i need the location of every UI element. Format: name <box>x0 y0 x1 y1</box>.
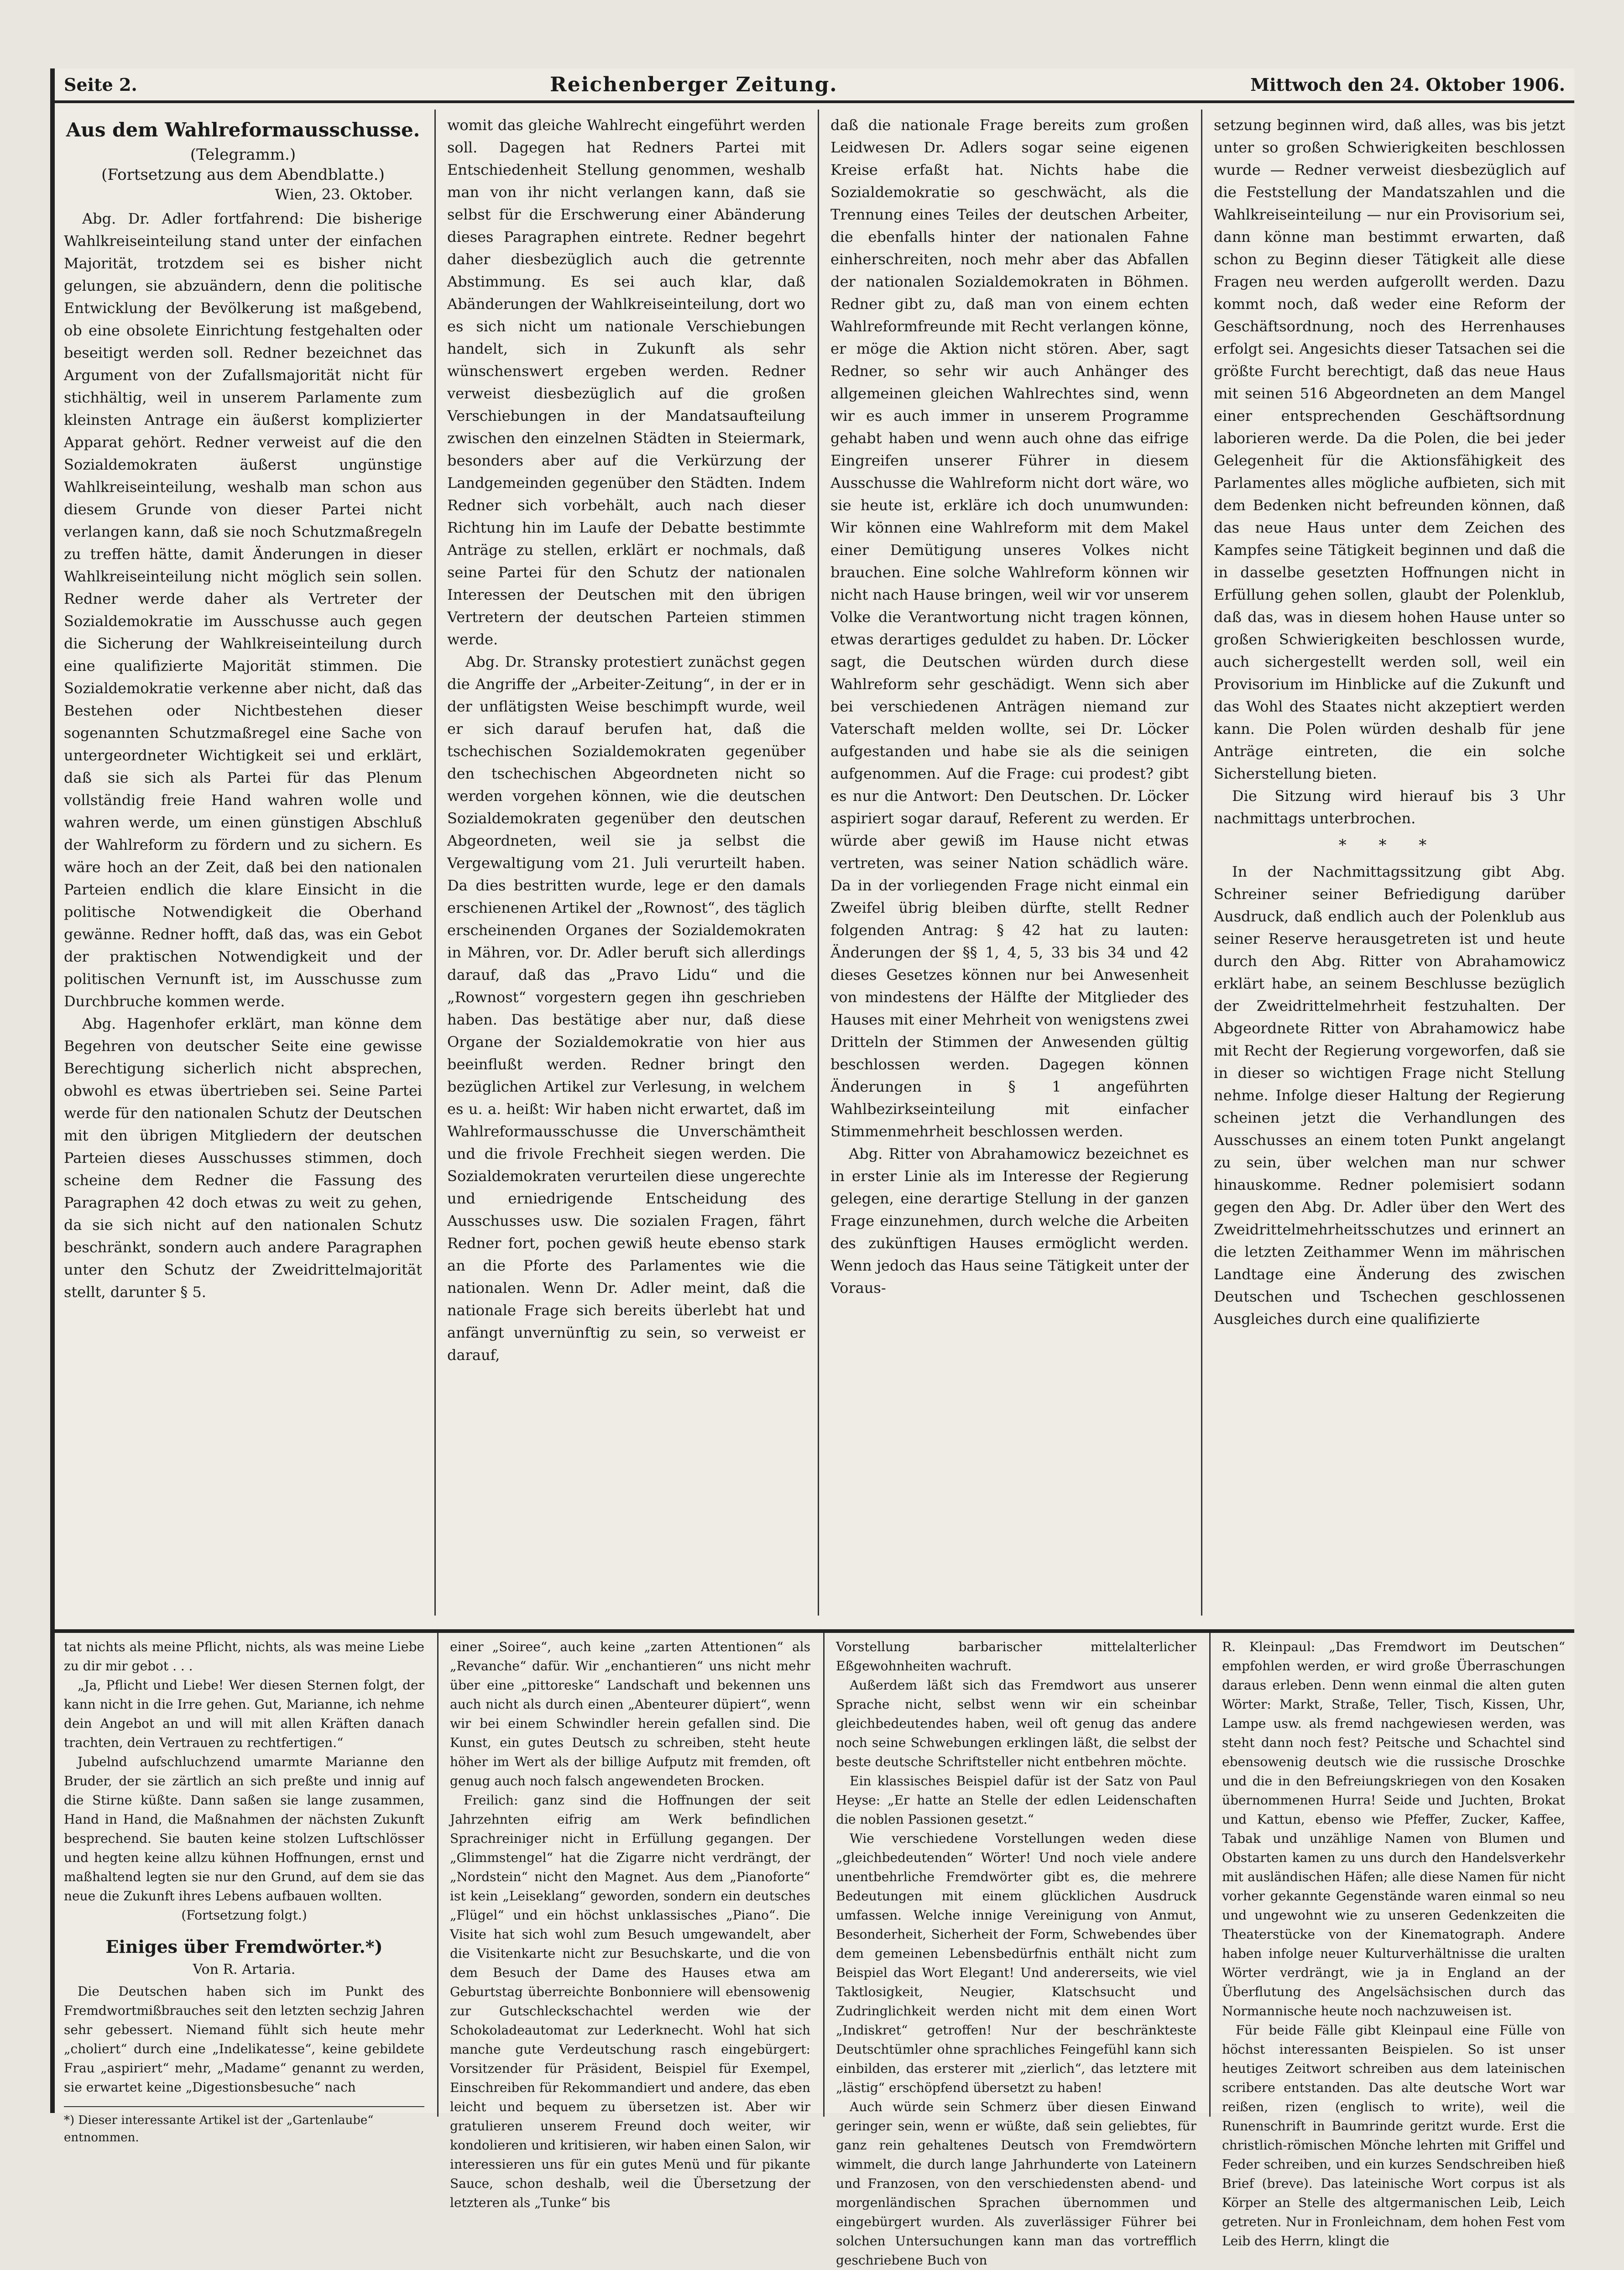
paragraph: Die Sitzung wird hierauf bis 3 Uhr nachmittags unterbrochen. <box>1214 787 1565 827</box>
story-paragraph: „Ja, Pflicht und Liebe! Wer diesen Sternen folgt, der kann nicht in die Irre gehen. Gut, Marianne, ich nehme dein Angebot an und will mit allen Kräften danach trachten, dein Vertrauen zu rechtfertigen.“ <box>64 1678 424 1750</box>
feuilleton-title: Einiges über Fremdwörter.*) <box>105 1936 383 1957</box>
paragraph: setzung beginnen wird, daß alles, was bis jetzt unter so großen Schwierigkeiten beschlossen wurde — Redner verweist diesbezüglich auf die Feststellung der Mandatszahlen und die Wahlkreiseinteilung — nur ein Provisorium sei, dann könne man bestimmt erwarten, daß schon zu Beginn dieser Tätigkeit alle diese Fragen neu werden aufgerollt werden. Dazu kommt noch, daß weder eine Reform der Geschäftsordnung, noch des Herrenhauses erfolgt sei. Angesichts dieser Tatsachen sei die größte Furcht berechtigt, daß das neue Haus mit seinen 516 Abgeordneten an dem Mangel einer entsprechenden Geschäftsordnung laborieren werde. Da die Polen, die bei jeder Gelegenheit für die Aktionsfähigkeit des Parlamentes alles mögliche aufbieten, sich mit dem Bedenken nicht befreunden können, daß das neue Haus unter dem Zeichen des Kampfes seine Tätigkeit beginnen und daß die in dasselbe gesetzten Hoffnungen nicht in Erfüllung gehen sollen, glaubt der Polenklub, daß das, was in diesem hohen Hause unter so großen Schwierigkeiten beschlossen wurde, auch sichergestellt werden soll, weil ein Provisorium im Hinblicke auf die Zukunft und das Wohl des Staates nicht akzeptiert werden kann. Die Polen würden deshalb für jene Anträge eintreten, die ein solche Sicherstellung bieten. <box>1214 116 1565 782</box>
paragraph: womit das gleiche Wahlrecht eingeführt werden soll. Dagegen hat Redners Partei mit Entschiedenheit Stellung genommen, weshalb man von ihr nicht verlangen kann, daß sie selbst für die Erschwerung einer Abänderung dieses Paragraphen eintrete. Redner begehrt daher diesbezüglich auch die getrennte Abstimmung. Es sei auch klar, daß Abänderungen der Wahlkreiseinteilung, dort wo es sich nicht um nationale Verschiebungen handelt, sich in Zukunft als sehr wünschenswert ergeben werden. Redner verweist diesbezüglich auf die großen Verschiebungen in der Mandatsaufteilung zwischen den einzelnen Städten in Steiermark, besonders aber auf die Verkürzung der Landgemeinden gegenüber den Städten. Indem Redner sich vorbehält, auch nach dieser Richtung hin im Laufe der Debatte bestimmte Anträge zu stellen, erklärt er nochmals, daß seine Partei für den Schutz der nationalen Interessen der Deutschen mit den übrigen Vertretern der deutschen Parteien stimmen werde. <box>447 116 805 648</box>
column-rule <box>437 1633 439 2117</box>
story-paragraph: tat nichts als meine Pflicht, nichts, als was meine Liebe zu dir mir gebot . . . <box>64 1639 424 1674</box>
paragraph: Abg. Hagenhofer erklärt, man könne dem Begehren von deutscher Seite eine gewisse Berechtigung sicherlich nicht absprechen, obwohl es etwas übertrieben sei. Seine Partei werde für den nationalen Schutz der Deutschen mit den übrigen Mitgliedern der deutschen Parteien dieses Ausschusses stimmen, doch scheine dem Redner die Fassung des Paragraphen 42 doch etwas zu weit zu gehen, da sie sich nicht auf den nationalen Schutz beschränkt, sondern auch andere Paragraphen unter den Schutz der Zweidrittelmajorität stellt, darunter § 5. <box>64 1015 422 1301</box>
feuilleton-column-3 <box>827 1633 1206 2268</box>
article-subtitle: (Telegramm.) <box>190 146 296 164</box>
column-rule <box>1201 110 1202 1616</box>
paragraph: Ein klassisches Beispiel dafür ist der Satz von Paul Heyse: „Er hatte an Stelle der edlen Leidenschaften die noblen Passionen gesetzt.“ <box>836 1773 1196 1827</box>
newspaper-title: Reichenberger Zeitung. <box>550 73 838 96</box>
column-rule <box>434 110 436 1616</box>
paragraph: Abg. Dr. Adler fortfahrend: Die bisherige Wahlkreiseinteilung stand unter der einfachen Majorität, trotzdem sei es bisher nicht gelungen, sie abzuändern, denn die politische Entwicklung der Bevölkerung ist maßgebend, ob eine obsolete Einrichtung festgehalten oder beseitigt werden soll. Redner bezeichnet das Argument von der Zufallsmajorität nicht für stichhältig, weil in unserem Parlamente zum kleinsten Antrage ein äußerst komplizierter Apparat gehört. Redner verweist auf die den Sozialdemokraten äußerst ungünstige Wahlkreiseinteilung, weshalb man schon aus diesem Grunde von dieser Partei nicht verlangen kann, daß sie noch Schutzmaßregeln zu treffen hätte, damit Änderungen in dieser Wahlkreiseinteilung nicht möglich sein sollen. Redner werde daher als Vertreter der Sozialdemokratie im Ausschusse auch gegen die Sicherung der Wahlkreiseinteilung durch eine qualifizierte Majorität stimmen. Die Sozialdemokratie verkenne aber nicht, daß das Bestehen oder Nichtbestehen dieser sogenannten Schutzmaßregel eine Sache von untergeordneter Wichtigkeit sei und erklärt, daß sie sich als Partei für das Plenum vollständig freie Hand wahren wolle und wahren werde, um einen günstigen Abschluß der Wahlreform zu fördern und zu sichern. Es wäre hoch an der Zeit, daß bei den nationalen Parteien endlich die klare Einsicht in die politische Notwendigkeit die Oberhand gewänne. Redner hofft, daß das, was ein Gebot der praktischen Notwendigkeit und der politischen Vernunft ist, im Ausschusse zum Durchbruche kommen werde. <box>64 210 422 1010</box>
paragraph: Abg. Dr. Stransky protestiert zunächst gegen die Angriffe der „Arbeiter-Zeitung“, in der er in der unflätigsten Weise beschimpft wurde, weil er sich darauf berufen hat, daß die tschechischen Sozialdemokraten gegenüber den tschechischen Abgeordneten nicht so werden vorgehen können, wie die deutschen Sozialdemokraten gegenüber den deutschen Abgeordneten, weil sie ja selbst die Vergewaltigung vom 21. Juli verurteilt haben. Da dies bestritten wurde, lege er den damals erschienenen Artikel der „Rownost“, des täglich erscheinenden Organes der Sozialdemokraten in Mähren, vor. Dr. Adler beruft sich allerdings darauf, daß das „Pravo Lidu“ und die „Rownost“ vorgestern gegen ihn geschrieben haben. Das bestätige aber nur, daß diese Organe der Sozialdemokratie von hier aus beeinflußt werden. Redner bringt den bezüglichen Artikel zur Verlesung, in welchem es u. a. heißt: Wir haben nicht erwartet, daß im Wahlreformausschusse die Unverschämtheit und die frivole Frechheit siegen werden. Die Sozialdemokraten verurteilen diese ungerechte und erniedrigende Entscheidung des Ausschusses usw. Die sozialen Fragen, fährt Redner fort, pochen gewiß heute ebenso stark an die Pforte des Parlamentes wie die nationalen. Wenn Dr. Adler meint, daß die nationale Frage sich bereits überlebt hat und anfängt unvernünftig zu sein, so verweist er darauf, <box>447 653 805 1364</box>
paragraph: Wie verschiedene Vorstellungen weden diese „gleichbedeutenden“ Wörter! Und noch viele andere unentbehrliche Fremdwörter gibt es, die mehrere Bedeutungen mit einem glücklichen Ausdruck umfassen. Welche innige Vereinigung von Anmut, Besonderheit, Sicherheit der Form, Schwebendes über dem gemeinen Lebensbedürfnis enthält nicht zum Beispiel das Wort Elegant! Und andererseits, wie viel Taktlosigkeit, Neugier, Klatschsucht und Zudringlichkeit werden nicht mit dem einen Wort „Indiskret“ getroffen! Nur der beschränkteste Deutschtümler ohne sprachliches Feingefühl kann sich einbilden, das ersterer mit „zierlich“, das letztere mit „lästig“ erschöpfend übersetzt zu haben! <box>836 1831 1196 2095</box>
paragraph: Freilich: ganz sind die Hoffnungen der seit Jahrzehnten eifrig am Werk befindlichen Sprachreiniger nicht in Erfüllung gegangen. Der „Glimmstengel“ hat die Zigarre nicht verdrängt, der „Nordstein“ nicht den Magnet. Aus dem „Pianoforte“ ist kein „Leiseklang“ geworden, sondern ein deutsches „Flügel“ und ein höchst unklassisches „Piano“. Die Visite hat sich wohl zum Besuch umgewandelt, aber die Visitenkarte nicht zur Besuchskarte, und die von dem Besuch der Dame des Hauses etwa am Geburtstag überreichte Bonbonniere will ebensowenig zur Gutschleckschachtel werden wie der Schokoladeautomat zur Lederknecht. Wohl hat sich manche gute Verdeutschung rasch eingebürgert: Vorsitzender für Präsident, Beispiel für Exempel, Einschreiben für Rekommandiert und andere, das eben leicht und bequem zu übersetzen ist. Aber wir gratulieren unserem Freund doch weiter, wir kondolieren und kritisieren, wir haben einen Salon, wir interessieren uns für ein gutes Menü und für pikante Sauce, schon deshalb, weil die Übersetzung der letzteren als „Tunke“ bis <box>450 1793 810 2210</box>
wahlreform-section <box>55 110 1574 1616</box>
paragraph: Die Deutschen haben sich im Punkt des Fremdwortmißbrauches seit den letzten sechzig Jahren sehr gebessert. Niemand fühlt sich heute mehr „choliert“ durch eine „Indelikatesse“, keine gebildete Frau „aspiriert“ mehr, „Madame“ genannt zu werden, sie erwartet keine „Digestionsbesuche“ nach <box>64 1984 425 2095</box>
feuilleton-byline: Von R. Artaria. <box>193 1961 296 1977</box>
article-dateline: Wien, 23. Oktober. <box>275 186 413 203</box>
paragraph: R. Kleinpaul: „Das Fremdwort im Deutschen“ empfohlen werden, er wird große Überraschungen daraus erleben. Denn wenn einmal die alten guten Wörter: Markt, Straße, Teller, Tisch, Kissen, Uhr, Lampe usw. als fremd nachgewiesen werden, was steht dann noch fest? Peitsche und Schachtel sind ebensowenig deutsch wie die russische Droschke und die in den Befreiungskriegen von den Kosaken übernommenen Hurra! Seide und Juchten, Brokat und Kattun, ebenso wie Pfeffer, Zucker, Kaffee, Tabak und unzählige Namen von Blumen und Obstarten kamen zu uns durch den Handelsverkehr mit ausländischen Häfen; alle diese Namen für nicht vorher gekannte Gegenstände waren einmal so neu und ungewohnt wie zu unseren Gedenkzeiten die Theaterstücke von der Kinematograph. Andere haben infolge neuer Kulturverhältnisse die uralten Wörter verdrängt, wie ja in England an der Überflutung des Angelsächsischen durch das Normannische heute noch nachzuweisen ist. <box>1222 1639 1565 2019</box>
article-title: Aus dem Wahlreformausschusse. <box>66 119 420 141</box>
story-paragraph: Jubelnd aufschluchzend umarmte Marianne den Bruder, der sie zärtlich an sich preßte und innig auf die Stirne küßte. Dann saßen sie lange zusammen, Hand in Hand, die Maßnahmen der nächsten Zukunft besprechend. Sie bauten keine stolzen Luftschlösser und hegten keine allzu kühnen Hoffnungen, ernst und maßhaltend legten sie nur den Grund, auf dem sie das neue die Zukunft ihres Lebens aufbauen wollten. <box>64 1754 424 1904</box>
paragraph: Für beide Fälle gibt Kleinpaul eine Fülle von höchst interessanten Beispielen. So ist unser heutiges Zeitwort schreiben aus dem lateinischen scribere entstanden. Das alte deutsche Wort war reißen, rizen (englisch to write), weil die Runenschrift in Baumrinde geritzt wurde. Erst die christlich-römischen Mönche lehrten mit Griffel und Feder schreiben, und ein kurzes Sendschreiben hieß Brief (breve). Das lateinische Wort corpus ist als Körper an Stelle des altgermanischen Leib, Leich getreten. Nur in Fronleichnam, dem hohen Fest vom Leib des Herrn, klingt die <box>1222 2023 1565 2249</box>
page-header <box>55 68 1574 103</box>
column-rule <box>818 110 819 1616</box>
feuilleton-column-4 <box>1213 1633 1574 2249</box>
paragraph: einer „Soiree“, auch keine „zarten Attentionen“ als „Revanche“ dafür. Wir „enchantieren“ uns nicht mehr über eine „pittoreske“ Landschaft und bekennen uns auch nicht als durch einen „Abenteurer düpiert“, wenn wir bei einem Schwindler herein gefallen sind. Die Kunst, ein gutes Deutsch zu schreiben, steht heute höher im Wert als der billige Aufputz mit fremden, oft genug auch noch falsch angewendeten Brocken. <box>450 1639 810 1789</box>
feuilleton-column-1 <box>55 1633 433 2144</box>
upper-column-3 <box>821 110 1198 1616</box>
article-note: (Fortsetzung aus dem Abendblatte.) <box>101 166 385 184</box>
paragraph: Vorstellung barbarischer mittelalterlicher Eßgewohnheiten wachruft. <box>836 1639 1196 1674</box>
upper-column-4 <box>1205 110 1574 1616</box>
feuilleton-section <box>55 1629 1574 2268</box>
column-rule <box>823 1633 825 2117</box>
column-rule <box>1209 1633 1211 2117</box>
paragraph: In der Nachmittagssitzung gibt Abg. Schreiner seiner Befriedigung darüber Ausdruck, daß endlich auch der Polenklub aus seiner Reserve herausgetreten ist und heute durch den Abg. Ritter von Abrahamowicz erklärt habe, an seinem Beschlusse bezüglich der Zweidrittelmehrheit festzuhalten. Der Abgeordnete Ritter von Abrahamowicz habe mit Recht der Regierung vorgeworfen, daß sie in dieser so wichtigen Frage nicht Stellung nehme. Infolge dieser Haltung der Regierung scheinen jetzt die Verhandlungen des Ausschusses an einem toten Punkt angelangt zu sein, über welchen man nur schwer hinauskomme. Redner polemisiert sodann gegen den Abg. Dr. Adler über den Wert des Zweidrittelmehrheitsschutzes und erinnert an die letzten Zeithammer Wenn im mährischen Landtage eine Änderung des zwischen Deutschen und Tschechen geschlossenen Ausgleiches durch eine qualifizierte <box>1214 863 1565 1328</box>
upper-column-2 <box>438 110 815 1616</box>
issue-date: Mittwoch den 24. Oktober 1906. <box>1250 74 1565 95</box>
paragraph: daß die nationale Frage bereits zum großen Leidwesen Dr. Adlers sogar seine eigenen Kreise erfaßt hat. Nichts habe die Sozialdemokratie so geschwächt, als die Trennung eines Teiles der deutschen Arbeiter, die ebenfalls hinter der nationalen Fahne einherschreiten, noch mehr aber das Abfallen der nationalen Sozialdemokraten in Böhmen. Redner gibt zu, daß man von einem echten Wahlreformfreunde mit Recht verlangen könne, er möge die Aktion nicht stören. Aber, sagt Redner, so sehr wir auch Anhänger des allgemeinen gleichen Wahlrechtes sind, wenn wir es auch immer in unserem Programme gehabt haben und wenn auch ohne das eifrige Eingreifen unserer Führer in diesem Ausschusse die Wahlreform nicht dort wäre, wo sie heute ist, erkläre ich doch unumwunden: Wir können eine Wahlreform mit dem Makel einer Demütigung unseres Volkes nicht brauchen. Eine solche Wahlreform können wir nicht nach Hause bringen, weil wir vor unserem Volke die Verantwortung nicht tragen können, etwas derartiges geduldet zu haben. Dr. Löcker sagt, die Deutschen würden durch diese Wahlreform sehr geschädigt. Wenn sich aber bei verschiedenen Anträgen niemand zur Vaterschaft melden wollte, sei Dr. Löcker aufgestanden und habe sie als die seinigen aufgenommen. Auf die Frage: cui prodest? gibt es nur die Antwort: Den Deutschen. Dr. Löcker aspiriert sogar darauf, Referent zu werden. Er würde aber gewiß im Hause nicht etwas vertreten, was seiner Nation schädlich wäre. Da in der vorliegenden Frage nicht einmal ein Zweifel übrig bleiben dürfte, stellt Redner folgenden Antrag: § 42 hat zu lauten: Änderungen der §§ 1, 4, 5, 33 bis 34 und 42 dieses Gesetzes können nur bei Anwesenheit von mindestens der Hälfte der Mitglieder des Hauses mit einer Mehrheit von wenigstens zwei Dritteln der Stimmen der Anwesenden gültig beschlossen werden. Dagegen können Änderungen in § 1 angeführten Wahlbezirkseinteilung mit einfacher Stimmenmehrheit beschlossen werden. <box>830 116 1189 1140</box>
upper-column-1 <box>55 110 431 1616</box>
continued-note: (Fortsetzung folgt.) <box>181 1908 307 1923</box>
section-separator: * * * <box>1338 836 1441 854</box>
feuilleton-column-2 <box>441 1633 820 2210</box>
newspaper-page <box>50 68 1574 2268</box>
page-number: Seite 2. <box>64 74 137 95</box>
paragraph: Auch würde sein Schmerz über diesen Einwand geringer sein, wenn er wüßte, daß sein geliebtes, für ganz rein gehaltenes Deutsch von Fremdwörtern wimmelt, die durch lange Jahrhunderte von Lateinern und Franzosen, von den verschiedensten abend- und morgenländischen Sprachen übernommen und eingebürgert wurden. Als zuverlässiger Führer bei solchen Untersuchungen kann man das vortrefflich geschriebene Buch von <box>836 2099 1196 2268</box>
paragraph: Außerdem läßt sich das Fremdwort aus unserer Sprache nicht, selbst wenn wir ein scheinbar gleichbedeutendes haben, weil oft genug das andere noch seine Schwebungen erklingen läßt, die selbst der beste deutsche Schriftsteller nicht entbehren möchte. <box>836 1678 1196 1769</box>
footnote: *) Dieser interessante Artikel ist der „Gartenlaube“ entnommen. <box>64 2106 424 2146</box>
paragraph: Abg. Ritter von Abrahamowicz bezeichnet es in erster Linie als im Interesse der Regierung gelegen, eine derartige Stellung in der ganzen Frage einzunehmen, durch welche die Arbeiten des zukünftigen Hauses ermöglicht werden. Wenn jedoch das Haus seine Tätigkeit unter der Voraus- <box>830 1145 1189 1297</box>
